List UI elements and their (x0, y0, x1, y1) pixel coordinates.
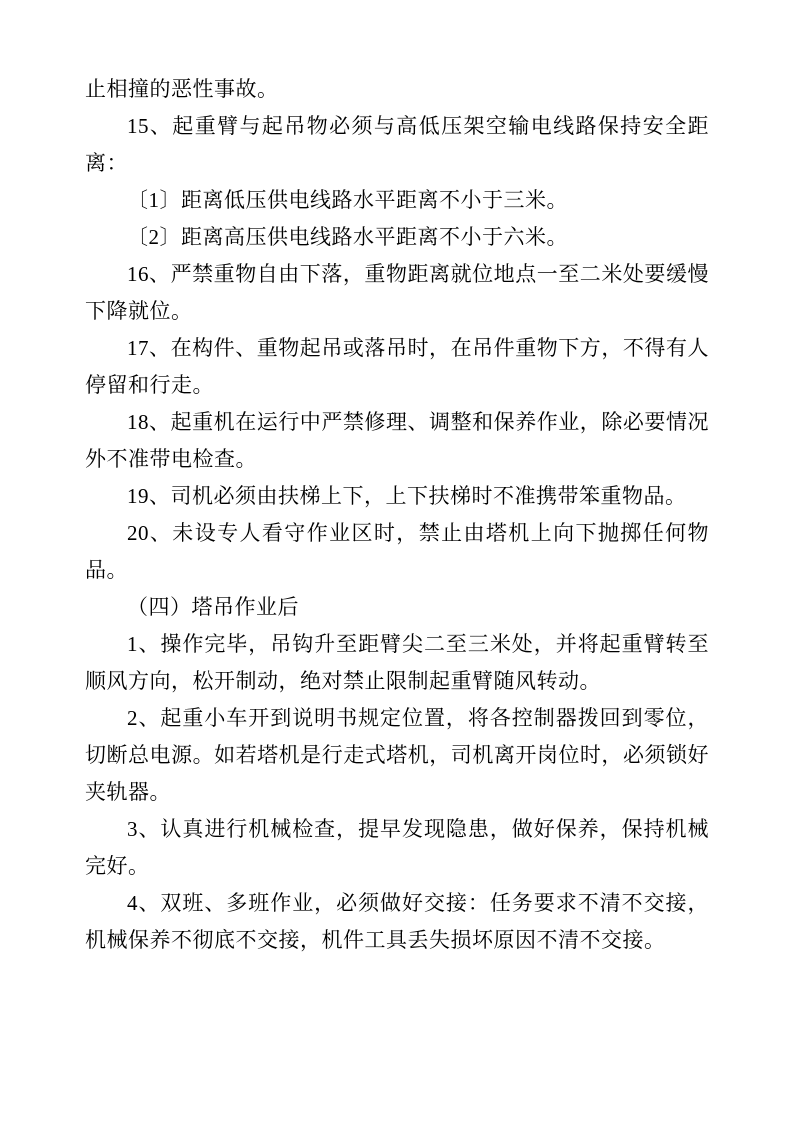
paragraph-item-15: 15、起重臂与起吊物必须与高低压架空输电线路保持安全距离： (85, 114, 709, 175)
section-heading-4: （四）塔吊作业后 (127, 595, 299, 619)
paragraph-item-19: 19、司机必须由扶梯上下，上下扶梯时不准携带笨重物品。 (127, 484, 687, 508)
paragraph-subitem-1: 〔1〕距离低压供电线路水平距离不小于三米。 (127, 188, 568, 212)
document-text-body (85, 71, 709, 959)
paragraph-item-18: 18、起重机在运行中严禁修理、调整和保养作业，除必要情况外不准带电检查。 (85, 410, 709, 471)
paragraph-subitem-2: 〔2〕距离高压供电线路水平距离不小于六米。 (127, 225, 568, 249)
paragraph-item-16: 16、严禁重物自由下落，重物距离就位地点一至二米处要缓慢下降就位。 (85, 262, 709, 323)
paragraph-after-item-1: 1、操作完毕，吊钩升至距臂尖二至三米处，并将起重臂转至顺风方向，松开制动，绝对禁止限制起重臂随风转动。 (85, 632, 709, 693)
paragraph-after-item-4: 4、双班、多班作业，必须做好交接：任务要求不清不交接，机械保养不彻底不交接，机件工具丢失损坏原因不清不交接。 (85, 891, 709, 952)
paragraph-item-20: 20、未设专人看守作业区时，禁止由塔机上向下抛掷任何物品。 (85, 521, 709, 582)
paragraph-after-item-2: 2、起重小车开到说明书规定位置，将各控制器拨回到零位，切断总电源。如若塔机是行走式塔机，司机离开岗位时，必须锁好夹轨器。 (85, 706, 709, 804)
paragraph-after-item-3: 3、认真进行机械检查，提早发现隐患，做好保养，保持机械完好。 (85, 817, 709, 878)
paragraph-item-17: 17、在构件、重物起吊或落吊时，在吊件重物下方，不得有人停留和行走。 (85, 336, 709, 397)
paragraph-continuation: 止相撞的恶性事故。 (85, 77, 279, 101)
